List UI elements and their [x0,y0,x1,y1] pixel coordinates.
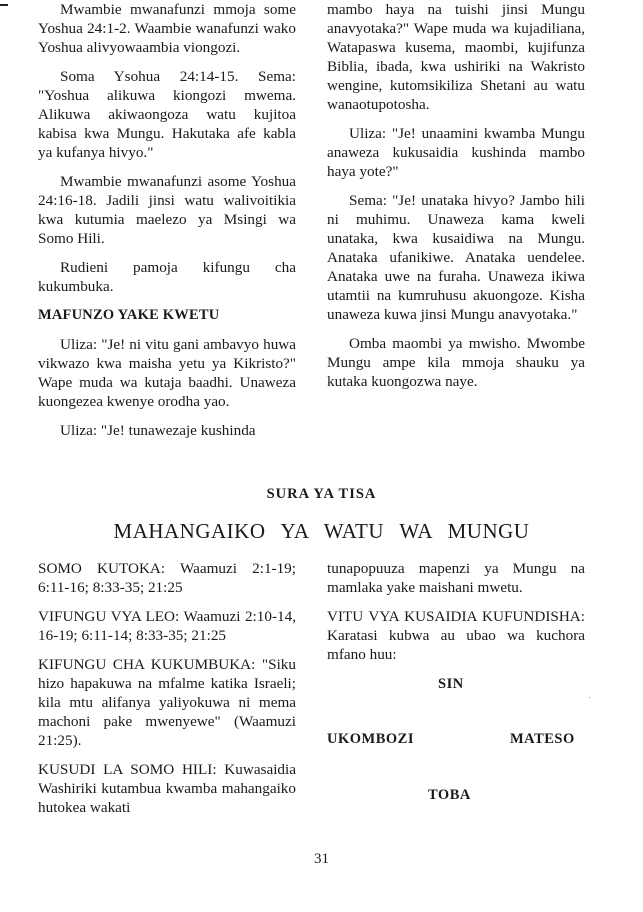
paragraph: VIFUNGU VYA LEO: Waamuzi 2:10-14, 16-19; 6:11-14; 8:33-35; 21:25 [38,608,296,644]
top-left-column [38,0,296,450]
paragraph: Rudieni pamoja kifungu cha kukumbuka. [38,259,296,295]
paragraph: Mwambie mwanafunzi asome Yoshua 24:16-18. Jadili jinsi watu walivoitikia kwa kutumia maelezo ya Msingi wa Somo Hili. [38,173,296,247]
section-heading: MAFUNZO YAKE KWETU [38,307,220,323]
paragraph: Uliza: "Je! tunawezaje kushinda [60,422,256,439]
scan-speck [589,697,590,698]
paragraph: tunapopuuza mapenzi ya Mungu na mamlaka yake maishani mwetu. [327,560,585,596]
paragraph: Uliza: "Je! unaamini kwamba Mungu anaweza kukusaidia kushinda mambo haya yote?" [327,125,585,180]
diagram-word-right: MATESO [510,731,575,747]
top-right-column [327,0,585,401]
bottom-left-column [38,559,296,827]
paragraph: KIFUNGU CHA KUKUMBUKA: "Siku hizo hapakuwa na mfalme katika Israeli; kila mtu alifanya yaliyokuwa ni mema machoni pake mwenyewe" (Waamuzi 21:25). [38,656,296,749]
diagram-word-bottom: TOBA [428,787,471,803]
chapter-title: MAHANGAIKO YA WATU WA MUNGU [113,519,530,543]
paragraph: Uliza: "Je! ni vitu gani ambavyo huwa vikwazo kwa maisha yetu ya Kikristo?" Wape muda wa kutaja baadhi. Unaweza kuongezea kwenye orodha yao. [38,336,296,410]
paragraph: Sema: "Je! unataka hivyo? Jambo hili ni muhimu. Unaweza kama kweli unataka, kwa kusaidiwa na Mungu. Anataka ufanikiwe. Anataka uendelee. Anataka uwe na furaha. Unaweza ikiwa utamtii na kumruhusu akuongoze. Kisha unaweza kuwa jinsi Mungu anavyotaka." [327,192,585,323]
bottom-right-column [327,559,585,674]
paragraph: mambo haya na tuishi jinsi Mungu anavyotaka?" Wape muda wa kujadiliana, Watapaswa kusema, maombi, kujifunza Biblia, ibada, kwa ushiriki na Wakristo wengine, kutomsikiliza Shetani au watu wanaotupotosha. [327,1,585,113]
paragraph: SOMO KUTOKA: Waamuzi 2:1-19; 6:11-16; 8:33-35; 21:25 [38,560,296,596]
paragraph: Omba maombi ya mwisho. Mwombe Mungu ampe kila mmoja shauku ya kutaka kuongozwa naye. [327,335,585,390]
paragraph: KUSUDI LA SOMO HILI: Kuwasaidia Washiriki kutambua kwamba mahangaiko hutokea wakati [38,761,296,816]
page-number: 31 [314,851,329,867]
paragraph: VITU VYA KUSAIDIA KUFUNDISHA: Karatasi kubwa au ubao wa kuchora mfano huu: [327,608,585,663]
diagram-word-left: UKOMBOZI [327,731,414,747]
chapter-label: SURA YA TISA [266,486,377,502]
paragraph: Mwambie mwanafunzi mmoja some Yoshua 24:1-2. Waambie wanafunzi wako Yoshua alivyowaambia viongozi. [38,1,296,56]
paragraph: Soma Ysohua 24:14-15. Sema: "Yoshua alikuwa kiongozi mwema. Alikuwa akiwaongoza watu kujitoa kabisa kwa Mungu. Hakutaka afe kabla ya kufanya hivyo." [38,68,296,161]
corner-mark [0,4,8,6]
diagram-word-top: SIN [438,676,464,692]
